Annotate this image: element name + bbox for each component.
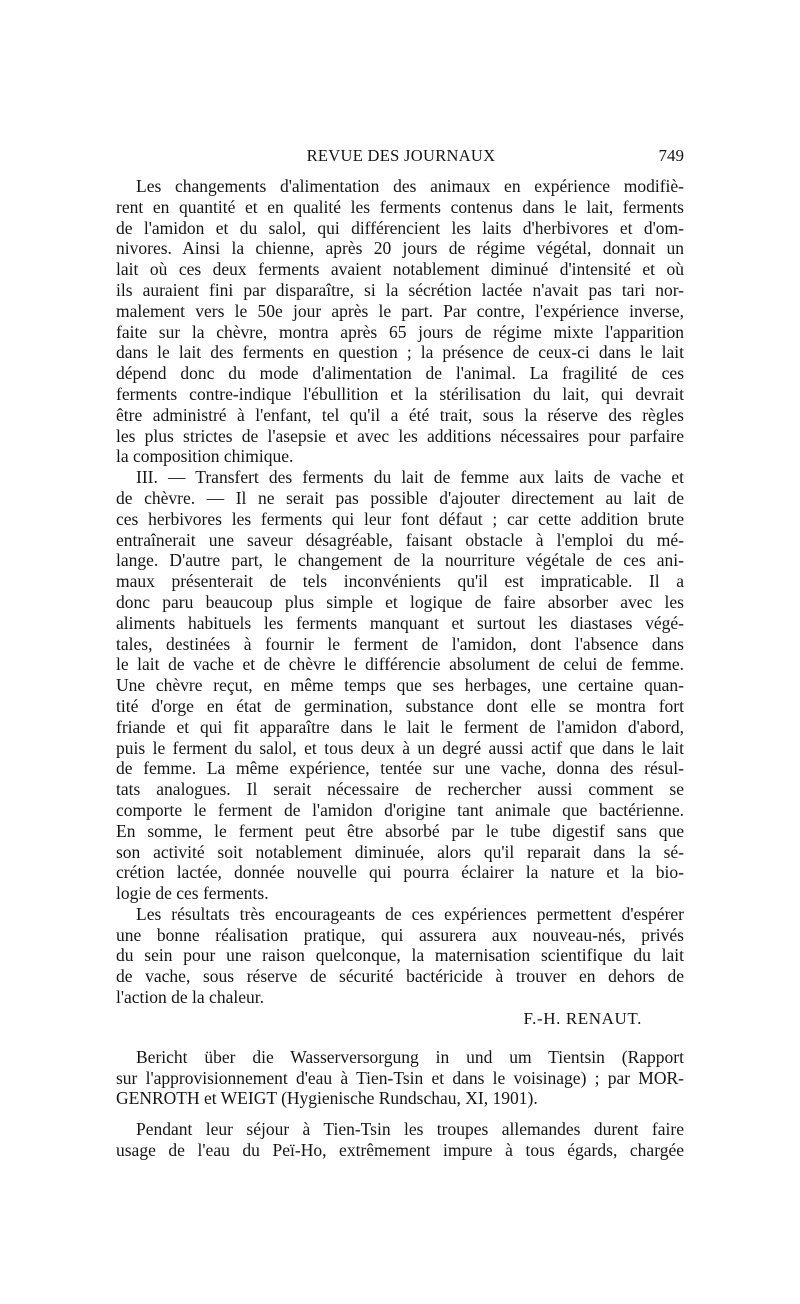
text-line: entraînerait une saveur désagréable, faisant obstacle à l'emploi du mé-	[116, 529, 684, 550]
text-line: lait où ces deux ferments avaient notablement diminué d'intensité et où	[116, 259, 684, 280]
text-line: le lait de vache et de chèvre le différencie absolument de celui de femme.	[116, 654, 684, 675]
text-line: ces herbivores les ferments qui leur font défaut ; car cette addition brute	[116, 508, 684, 529]
next-review-text	[116, 1047, 684, 1161]
text-line: Une chèvre reçut, en même temps que ses herbages, une certaine quan-	[116, 675, 684, 696]
text-line: dépend donc du mode d'alimentation de l'animal. La fragilité de ces	[116, 363, 684, 384]
text-line: ils auraient fini par disparaître, si la sécrétion lactée n'avait pas tari nor-	[116, 279, 684, 300]
text-line: du sein pour une raison quelconque, la maternisation scientifique du lait	[116, 945, 684, 966]
text-line: maux présenterait de tels inconvénients qu'il est impraticable. Il a	[116, 571, 684, 592]
running-title: REVUE DES JOURNAUX	[306, 146, 496, 165]
page-number: 749	[658, 146, 684, 165]
text-line: Les changements d'alimentation des animaux en expérience modifiè-	[136, 176, 684, 196]
text-line: puis le ferment du salol, et tous deux à un degré aussi actif que dans le lait	[116, 737, 684, 758]
text-line: tité d'orge en état de germination, substance dont elle se montra fort	[116, 695, 684, 716]
text-line: rent en quantité et en qualité les ferments contenus dans le lait, ferments	[116, 196, 684, 217]
text-line: de l'amidon et du salol, qui différencient les laits d'herbivores et d'om-	[116, 217, 684, 238]
text-line: une bonne réalisation pratique, qui assurera aux nouveau-nés, privés	[116, 924, 684, 945]
text-line: lange. D'autre part, le changement de la nourriture végétale de ces ani-	[116, 550, 684, 571]
text-line: sur l'approvisionnement d'eau à Tien-Tsin et dans le voisinage) ; par MOR-	[116, 1067, 684, 1088]
text-line: malement vers le 50e jour après le part. Par contre, l'expérience inverse,	[116, 300, 684, 321]
text-line: GENROTH et WEIGT (Hygienische Rundschau, XI, 1901).	[116, 1088, 538, 1109]
text-line: tats analogues. Il serait nécessaire de rechercher aussi comment se	[116, 779, 684, 800]
text-line: dans le lait des ferments en question ; la présence de ceux-ci dans le lait	[116, 342, 684, 363]
text-line: ferments contre-indique l'ébullition et la stérilisation du lait, qui devrait	[116, 383, 684, 404]
text-line: la composition chimique.	[116, 446, 294, 467]
page-header	[118, 146, 684, 168]
text-line: de femme. La même expérience, tentée sur une vache, donna des résul-	[116, 758, 684, 779]
text-line: comporte le ferment de l'amidon d'origine tant animale que bactérienne.	[116, 799, 684, 820]
text-line: friande et qui fit apparaître dans le lait le ferment de l'amidon d'abord,	[116, 716, 684, 737]
text-line: être administré à l'enfant, tel qu'il a été trait, sous la réserve des règles	[116, 404, 684, 425]
text-line: usage de l'eau du Peï-Ho, extrêmement impure à tous égards, chargée	[116, 1140, 684, 1161]
text-line: tales, destinées à fournir le ferment de l'amidon, dont l'absence dans	[116, 633, 684, 654]
text-line: donc paru beaucoup plus simple et logique de faire absorber avec les	[116, 591, 684, 612]
text-line: En somme, le ferment peut être absorbé par le tube digestif sans que	[116, 820, 684, 841]
text-line: III. — Transfert des ferments du lait de femme aux laits de vache et	[136, 467, 684, 488]
text-line: son activité soit notablement diminuée, alors qu'il reparait dans la sé-	[116, 841, 684, 862]
text-line: aliments habituels les ferments manquant et surtout les diastases végé-	[116, 612, 684, 633]
text-line: l'action de la chaleur.	[116, 987, 264, 1008]
text-line: Pendant leur séjour à Tien-Tsin les troupes allemandes durent faire	[136, 1119, 684, 1140]
text-line: de chèvre. — Il ne serait pas possible d'ajouter directement au lait de	[116, 487, 684, 508]
text-line: nivores. Ainsi la chienne, après 20 jours de régime végétal, donnait un	[116, 238, 684, 259]
text-line: de vache, sous réserve de sécurité bactéricide à trouver en dehors de	[116, 966, 684, 987]
review-text	[116, 176, 684, 1008]
text-line: faite sur la chèvre, montra après 65 jours de régime mixte l'apparition	[116, 321, 684, 342]
author-signature: F.-H. RENAUT.	[523, 1008, 642, 1028]
text-line: Les résultats très encourageants de ces expériences permettent d'espérer	[136, 903, 684, 924]
article-body	[116, 176, 684, 1161]
text-line: crétion lactée, donnée nouvelle qui pourra éclairer la nature et la bio-	[116, 862, 684, 883]
text-line: logie de ces ferments.	[116, 883, 269, 904]
text-line: les plus strictes de l'asepsie et avec les additions nécessaires pour parfaire	[116, 425, 684, 446]
text-line: Bericht über die Wasserversorgung in und um Tientsin (Rapport	[136, 1046, 684, 1067]
